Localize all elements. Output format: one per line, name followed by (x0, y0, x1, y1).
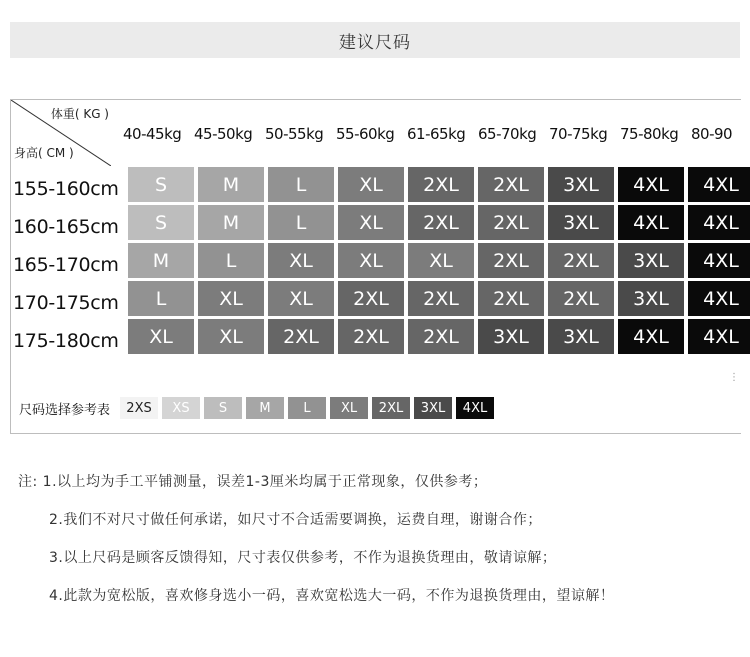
size-cell: M (128, 243, 194, 278)
size-cell: 2XL (478, 205, 544, 240)
page-title: 建议尺码 (339, 32, 411, 53)
legend-swatch: 2XS (120, 397, 158, 419)
note-line: 3.以上尺码是顾客反馈得知，尺寸表仅供参考，不作为退换货理由，敬请谅解； (49, 550, 557, 566)
size-cell: 2XL (338, 319, 404, 354)
size-cell: 4XL (688, 281, 750, 316)
legend-swatch: 4XL (456, 397, 494, 419)
size-cell: M (198, 205, 264, 240)
size-cell: 2XL (408, 205, 474, 240)
size-cell: M (198, 167, 264, 202)
size-cell: 2XL (478, 281, 544, 316)
size-cell: 2XL (478, 167, 544, 202)
size-cell: 2XL (338, 281, 404, 316)
height-axis-label: 身高( CM ) (14, 146, 74, 160)
height-header-cell: 160-165cm (13, 216, 119, 238)
size-cell: XL (198, 281, 264, 316)
size-cell: S (128, 205, 194, 240)
height-header-cell: 175-180cm (13, 330, 119, 352)
size-cell: 3XL (478, 319, 544, 354)
weight-header-cell: 80-90 (691, 125, 733, 143)
weight-header-cell: 55-60kg (336, 125, 395, 143)
size-cell: 4XL (688, 205, 750, 240)
size-cell: 2XL (408, 167, 474, 202)
size-cell: XL (198, 319, 264, 354)
size-cell: 3XL (618, 281, 684, 316)
size-cell: 3XL (548, 319, 614, 354)
size-cell: 2XL (478, 243, 544, 278)
scroll-indicator: ⋮ (729, 372, 739, 383)
legend-swatch: XS (162, 397, 200, 419)
note-line: 注: 1.以上均为手工平铺测量，误差1-3厘米均属于正常现象，仅供参考； (18, 474, 488, 490)
size-cell: XL (408, 243, 474, 278)
size-grid-row (128, 319, 748, 354)
height-header-column (13, 170, 129, 360)
weight-header-cell: 45-50kg (194, 125, 253, 143)
size-cell: XL (338, 167, 404, 202)
size-cell: 3XL (548, 205, 614, 240)
size-cell: S (128, 167, 194, 202)
height-header-cell: 170-175cm (13, 292, 119, 314)
size-cell: 2XL (548, 243, 614, 278)
size-cell: L (268, 167, 334, 202)
size-chart (10, 99, 741, 434)
title-bar (10, 22, 740, 58)
legend-swatch: 3XL (414, 397, 452, 419)
size-cell: 4XL (688, 167, 750, 202)
legend-swatch: L (288, 397, 326, 419)
weight-header-cell: 40-45kg (123, 125, 182, 143)
size-cell: L (198, 243, 264, 278)
weight-header-cell: 65-70kg (478, 125, 537, 143)
weight-header-row (123, 125, 750, 149)
height-header-cell: 165-170cm (13, 254, 119, 276)
corner-header (11, 100, 111, 166)
legend-swatch: S (204, 397, 242, 419)
note-line: 4.此款为宽松版，喜欢修身选小一码，喜欢宽松选大一码，不作为退换货理由，望谅解！ (49, 588, 615, 604)
size-cell: XL (268, 243, 334, 278)
height-header-cell: 155-160cm (13, 178, 119, 200)
size-grid (128, 167, 748, 357)
weight-header-cell: 75-80kg (620, 125, 679, 143)
size-cell: 4XL (688, 243, 750, 278)
size-cell: XL (338, 205, 404, 240)
size-cell: 4XL (618, 319, 684, 354)
legend-swatch: 2XL (372, 397, 410, 419)
legend-swatch: XL (330, 397, 368, 419)
weight-header-cell: 50-55kg (265, 125, 324, 143)
size-cell: 3XL (548, 167, 614, 202)
weight-header-cell: 61-65kg (407, 125, 466, 143)
size-cell: 2XL (548, 281, 614, 316)
size-legend (11, 396, 498, 420)
legend-swatch: M (246, 397, 284, 419)
weight-header-cell: 70-75kg (549, 125, 608, 143)
size-cell: XL (268, 281, 334, 316)
size-cell: 4XL (688, 319, 750, 354)
size-grid-row (128, 205, 748, 240)
size-cell: XL (338, 243, 404, 278)
notes-section (18, 470, 738, 622)
weight-axis-label: 体重( KG ) (50, 107, 109, 121)
size-cell: XL (128, 319, 194, 354)
size-cell: 4XL (618, 205, 684, 240)
size-cell: L (268, 205, 334, 240)
size-cell: 2XL (408, 319, 474, 354)
size-cell: 2XL (408, 281, 474, 316)
note-line: 2.我们不对尺寸做任何承诺，如尺寸不合适需要调换，运费自理，谢谢合作； (49, 512, 542, 528)
size-cell: 3XL (618, 243, 684, 278)
size-cell: L (128, 281, 194, 316)
legend-label: 尺码选择参考表 (19, 402, 111, 418)
legend-swatches (120, 397, 498, 419)
size-cell: 4XL (618, 167, 684, 202)
size-grid-row (128, 281, 748, 316)
size-cell: 2XL (268, 319, 334, 354)
size-grid-row (128, 167, 748, 202)
size-grid-row (128, 243, 748, 278)
